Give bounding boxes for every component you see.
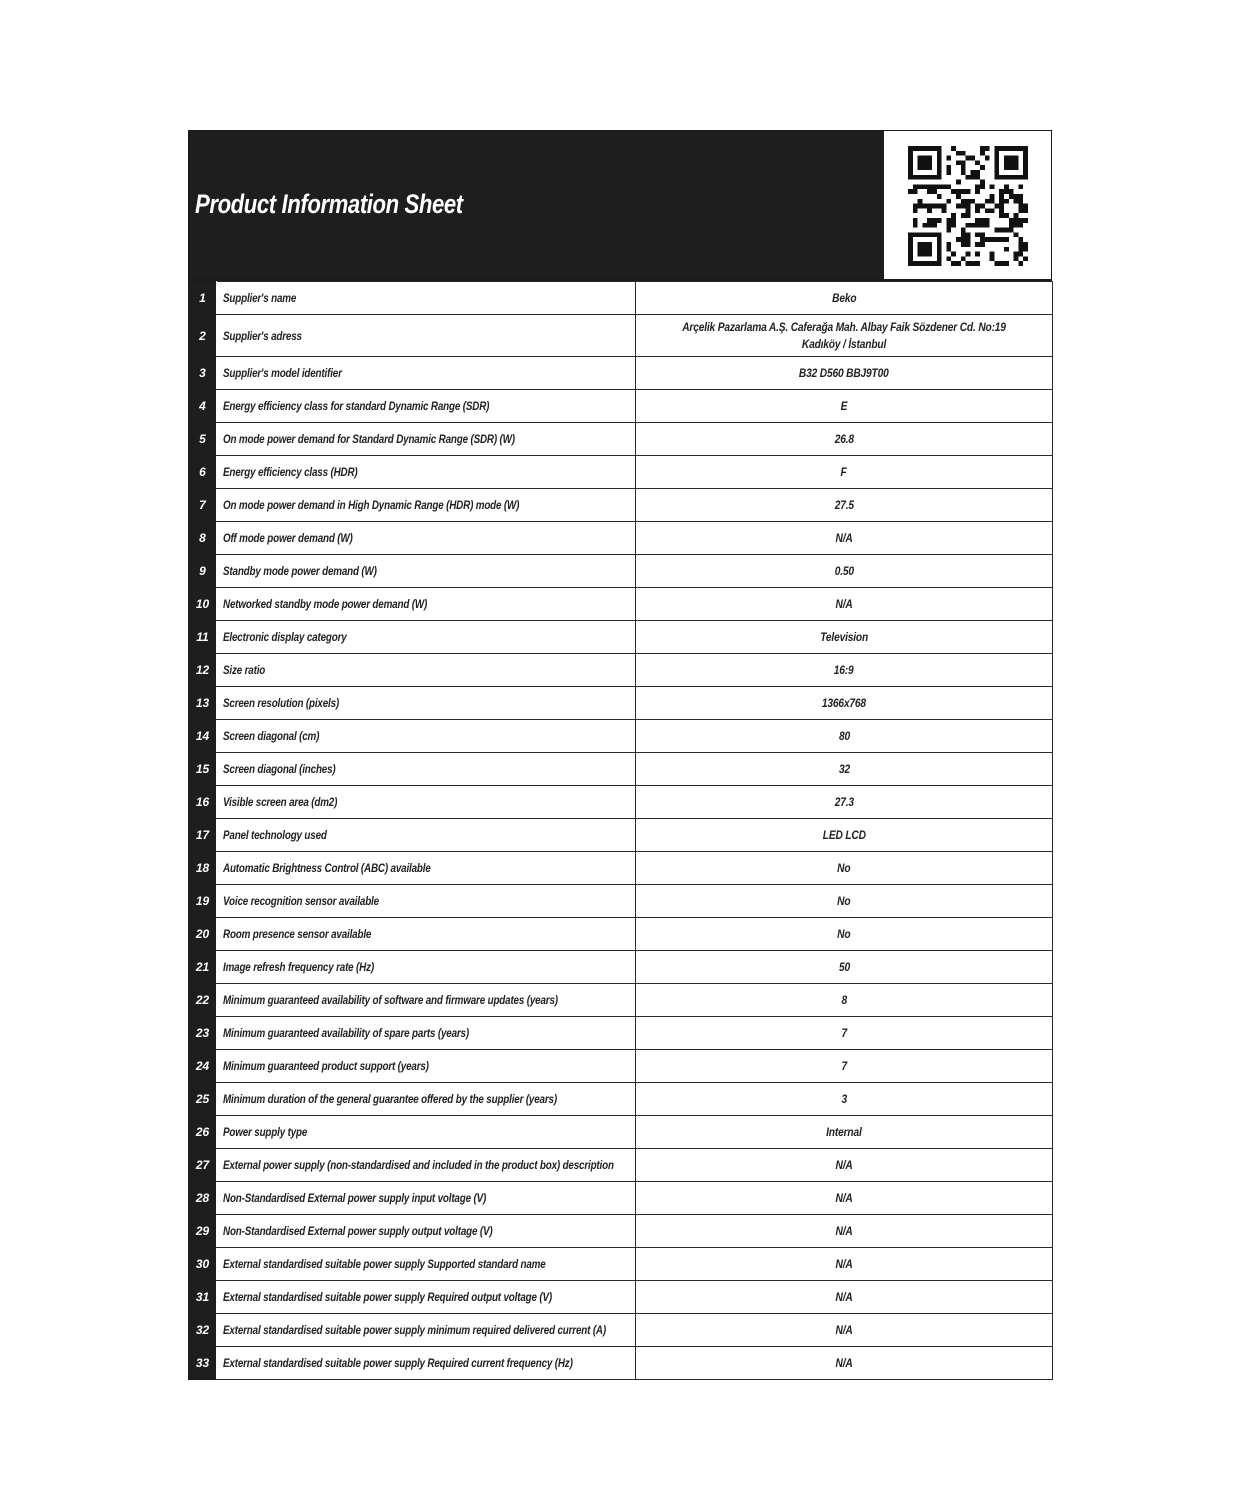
row-number: 17 — [189, 819, 217, 852]
info-table — [188, 281, 1053, 1380]
row-value-cell — [636, 621, 1053, 654]
row-value: 50 — [838, 959, 850, 974]
table-row — [189, 1182, 1053, 1215]
row-label-cell — [217, 1083, 636, 1116]
row-value: 7 — [841, 1058, 847, 1073]
row-value-cell — [636, 654, 1053, 687]
table-row — [189, 654, 1053, 687]
table-row — [189, 885, 1053, 918]
row-label: Screen resolution (pixels) — [223, 696, 340, 710]
row-value: N/A — [835, 1256, 853, 1271]
qr-code-icon — [908, 146, 1028, 266]
sheet-header — [188, 130, 1052, 281]
row-value-cell — [636, 819, 1053, 852]
table-row — [189, 282, 1053, 315]
row-number: 14 — [189, 720, 217, 753]
row-number: 18 — [189, 852, 217, 885]
row-label: Panel technology used — [223, 828, 327, 842]
row-value: 3 — [841, 1091, 847, 1106]
row-value: 1366x768 — [821, 695, 867, 710]
table-row — [189, 1083, 1053, 1116]
table-row — [189, 1116, 1053, 1149]
row-label-cell — [217, 885, 636, 918]
row-label: Power supply type — [223, 1125, 308, 1139]
table-row — [189, 1347, 1053, 1380]
row-label: Energy efficiency class for standard Dynamic Range (SDR) — [223, 399, 490, 413]
table-row — [189, 753, 1053, 786]
row-number: 31 — [189, 1281, 217, 1314]
table-row — [189, 1314, 1053, 1347]
table-row — [189, 1248, 1053, 1281]
row-label: Electronic display category — [223, 630, 347, 644]
row-label-cell — [217, 786, 636, 819]
row-label-cell — [217, 522, 636, 555]
row-value: LED LCD — [822, 827, 866, 842]
row-value: 27.5 — [834, 497, 854, 512]
row-number: 25 — [189, 1083, 217, 1116]
row-value-cell — [636, 1215, 1053, 1248]
row-value-cell — [636, 885, 1053, 918]
table-row — [189, 489, 1053, 522]
row-value: N/A — [835, 596, 853, 611]
row-label-cell — [217, 852, 636, 885]
row-value: 7 — [841, 1025, 847, 1040]
row-value-cell — [636, 423, 1053, 456]
row-label: Minimum guaranteed availability of spare parts (years) — [223, 1026, 469, 1040]
table-row — [189, 522, 1053, 555]
table-row — [189, 951, 1053, 984]
table-row — [189, 918, 1053, 951]
row-value-cell — [636, 282, 1053, 315]
row-number: 5 — [189, 423, 217, 456]
row-label: Supplier's adress — [223, 328, 302, 343]
table-row — [189, 555, 1053, 588]
row-label-cell — [217, 1248, 636, 1281]
row-number: 30 — [189, 1248, 217, 1281]
row-number: 7 — [189, 489, 217, 522]
row-value-cell — [636, 951, 1053, 984]
row-label: Supplier's model identifier — [223, 366, 342, 380]
row-value: No — [837, 893, 851, 908]
row-label-cell — [217, 621, 636, 654]
row-label: External standardised suitable power supply Supported standard name — [223, 1257, 546, 1271]
row-label-cell — [217, 1281, 636, 1314]
row-label: Voice recognition sensor available — [223, 894, 379, 908]
table-row — [189, 588, 1053, 621]
row-value-cell — [636, 852, 1053, 885]
row-value: 8 — [841, 992, 847, 1007]
row-label-cell — [217, 720, 636, 753]
sheet-title: Product Information Sheet — [195, 189, 463, 219]
row-value-cell — [636, 753, 1053, 786]
product-information-sheet — [188, 130, 1052, 1380]
row-number: 28 — [189, 1182, 217, 1215]
row-label: External power supply (non-standardised and included in the product box) description — [223, 1158, 614, 1172]
row-value-cell — [636, 720, 1053, 753]
row-label-cell — [217, 918, 636, 951]
row-label-cell — [217, 654, 636, 687]
row-label: Non-Standardised External power supply output voltage (V) — [223, 1224, 493, 1238]
row-label: On mode power demand in High Dynamic Range (HDR) mode (W) — [223, 498, 520, 512]
row-value: 32 — [838, 761, 850, 776]
row-label-cell — [217, 555, 636, 588]
row-label: Off mode power demand (W) — [223, 531, 353, 545]
row-label-cell — [217, 753, 636, 786]
row-value: 0.50 — [834, 563, 854, 578]
row-label-cell — [217, 1182, 636, 1215]
row-value: B32 D560 BBJ9T00 — [799, 365, 889, 380]
row-number: 19 — [189, 885, 217, 918]
row-value-cell — [636, 555, 1053, 588]
row-label-cell — [217, 1149, 636, 1182]
row-value-cell — [636, 1248, 1053, 1281]
row-label-cell — [217, 1314, 636, 1347]
row-label: Networked standby mode power demand (W) — [223, 597, 428, 611]
row-number: 4 — [189, 390, 217, 423]
row-value-cell — [636, 786, 1053, 819]
row-label: Standby mode power demand (W) — [223, 564, 377, 578]
row-number: 16 — [189, 786, 217, 819]
row-label: Screen diagonal (cm) — [223, 729, 320, 743]
row-value: N/A — [835, 1322, 853, 1337]
row-value: 80 — [838, 728, 850, 743]
table-row — [189, 423, 1053, 456]
row-label-cell — [217, 1347, 636, 1380]
row-value: E — [840, 398, 848, 413]
row-value-cell — [636, 1314, 1053, 1347]
row-number: 10 — [189, 588, 217, 621]
table-row — [189, 456, 1053, 489]
table-row — [189, 1149, 1053, 1182]
row-number: 8 — [189, 522, 217, 555]
table-row — [189, 819, 1053, 852]
row-label: External standardised suitable power supply Required current frequency (Hz) — [223, 1356, 573, 1370]
row-label-cell — [217, 819, 636, 852]
row-number: 21 — [189, 951, 217, 984]
row-label: Minimum duration of the general guarantee offered by the supplier (years) — [223, 1092, 557, 1106]
row-value-cell — [636, 1347, 1053, 1380]
table-row — [189, 390, 1053, 423]
row-label: Room presence sensor available — [223, 927, 372, 941]
row-label: Visible screen area (dm2) — [223, 795, 338, 809]
row-label: Image refresh frequency rate (Hz) — [223, 960, 374, 974]
row-label: Automatic Brightness Control (ABC) available — [223, 861, 431, 875]
row-number: 29 — [189, 1215, 217, 1248]
row-number: 2 — [189, 315, 217, 357]
row-number: 22 — [189, 984, 217, 1017]
row-value-cell — [636, 1182, 1053, 1215]
header-banner — [189, 131, 884, 279]
row-label: External standardised suitable power supply Required output voltage (V) — [223, 1290, 552, 1304]
table-row — [189, 357, 1053, 390]
row-value: 26.8 — [834, 431, 854, 446]
row-value: 27.3 — [834, 794, 854, 809]
row-value-cell — [636, 984, 1053, 1017]
row-value-cell — [636, 522, 1053, 555]
row-number: 6 — [189, 456, 217, 489]
row-value-cell — [636, 357, 1053, 390]
table-row — [189, 687, 1053, 720]
row-value: N/A — [835, 1157, 853, 1172]
table-row — [189, 984, 1053, 1017]
row-number: 20 — [189, 918, 217, 951]
row-label: Size ratio — [223, 663, 266, 677]
row-label-cell — [217, 390, 636, 423]
table-row — [189, 621, 1053, 654]
row-number: 9 — [189, 555, 217, 588]
row-value: N/A — [835, 1190, 853, 1205]
row-label-cell — [217, 1116, 636, 1149]
row-label-cell — [217, 1050, 636, 1083]
row-value-cell — [636, 1116, 1053, 1149]
table-row — [189, 315, 1053, 357]
row-value: Beko — [831, 290, 857, 305]
row-number: 33 — [189, 1347, 217, 1380]
row-value: 16:9 — [834, 662, 854, 677]
row-number: 24 — [189, 1050, 217, 1083]
row-value: Arçelik Pazarlama A.Ş. Caferağa Mah. Albay Faik Sözdener Cd. No:19 Kadıköy / İstanbul — [682, 319, 1006, 351]
table-row — [189, 786, 1053, 819]
row-label-cell — [217, 984, 636, 1017]
row-label-cell — [217, 951, 636, 984]
row-number: 12 — [189, 654, 217, 687]
row-number: 13 — [189, 687, 217, 720]
row-label-cell — [217, 687, 636, 720]
row-value-cell — [636, 1281, 1053, 1314]
row-label: External standardised suitable power supply minimum required delivered current (A) — [223, 1323, 606, 1337]
table-row — [189, 1050, 1053, 1083]
row-number: 32 — [189, 1314, 217, 1347]
row-value-cell — [636, 315, 1053, 357]
row-label-cell — [217, 456, 636, 489]
table-row — [189, 852, 1053, 885]
row-label-cell — [217, 357, 636, 390]
row-value: N/A — [835, 1355, 853, 1370]
row-label: Non-Standardised External power supply input voltage (V) — [223, 1191, 487, 1205]
row-value: No — [837, 926, 851, 941]
row-label-cell — [217, 588, 636, 621]
row-label: Minimum guaranteed availability of software and firmware updates (years) — [223, 993, 558, 1007]
row-label: Supplier's name — [223, 291, 297, 305]
row-label-cell — [217, 423, 636, 456]
row-value: N/A — [835, 530, 853, 545]
row-label-cell — [217, 489, 636, 522]
row-value: F — [840, 464, 848, 479]
row-label: Energy efficiency class (HDR) — [223, 465, 358, 479]
row-label-cell — [217, 282, 636, 315]
row-value-cell — [636, 390, 1053, 423]
row-number: 3 — [189, 357, 217, 390]
row-value-cell — [636, 588, 1053, 621]
row-label: On mode power demand for Standard Dynamic Range (SDR) (W) — [223, 432, 515, 446]
table-row — [189, 1281, 1053, 1314]
row-number: 11 — [189, 621, 217, 654]
row-value-cell — [636, 1050, 1053, 1083]
row-number: 1 — [189, 282, 217, 315]
row-value-cell — [636, 1017, 1053, 1050]
row-value-cell — [636, 489, 1053, 522]
table-row — [189, 1017, 1053, 1050]
row-value-cell — [636, 1149, 1053, 1182]
row-value-cell — [636, 918, 1053, 951]
row-number: 27 — [189, 1149, 217, 1182]
row-number: 23 — [189, 1017, 217, 1050]
row-value-cell — [636, 687, 1053, 720]
table-row — [189, 720, 1053, 753]
row-value-cell — [636, 1083, 1053, 1116]
row-value: N/A — [835, 1223, 853, 1238]
row-value: Internal — [826, 1124, 862, 1139]
row-value: No — [837, 860, 851, 875]
row-label-cell — [217, 1215, 636, 1248]
table-row — [189, 1215, 1053, 1248]
row-value: N/A — [835, 1289, 853, 1304]
row-number: 15 — [189, 753, 217, 786]
row-number: 26 — [189, 1116, 217, 1149]
row-label: Minimum guaranteed product support (years) — [223, 1059, 429, 1073]
row-label-cell — [217, 315, 636, 357]
row-label: Screen diagonal (inches) — [223, 762, 336, 776]
row-value-cell — [636, 456, 1053, 489]
row-label-cell — [217, 1017, 636, 1050]
row-value: Television — [820, 629, 868, 644]
